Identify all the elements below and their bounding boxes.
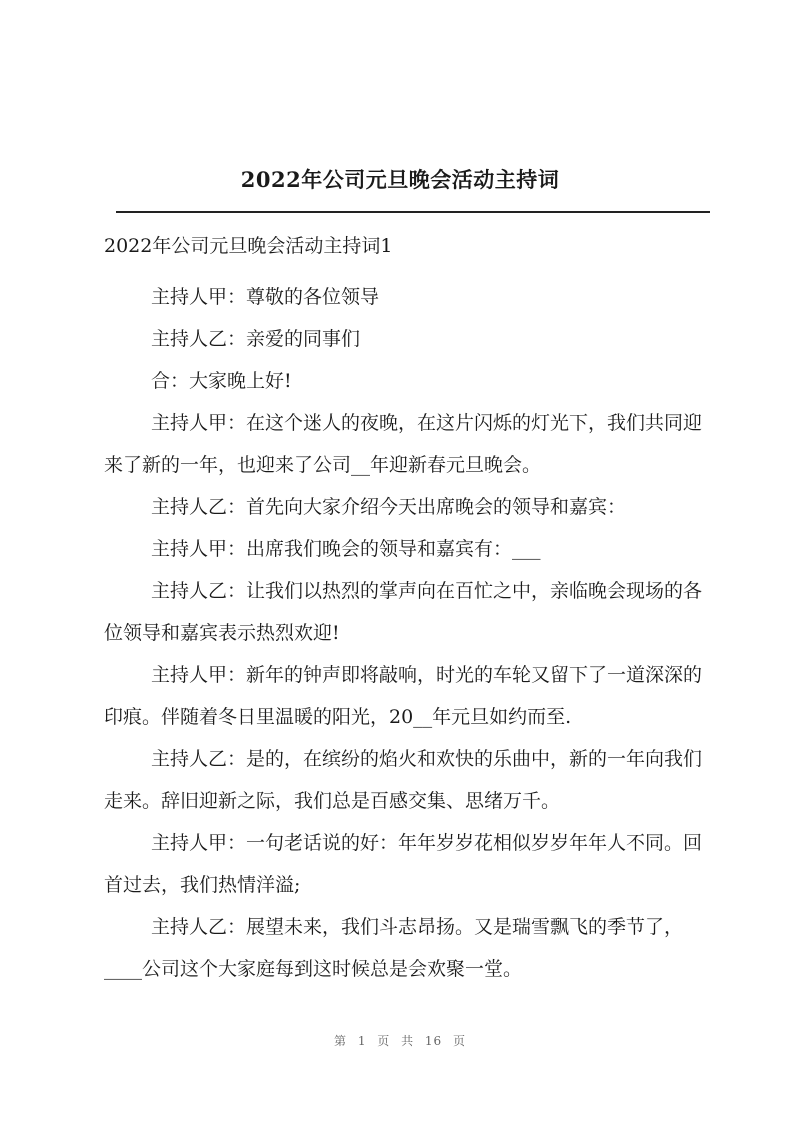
paragraph: 主持人甲：新年的钟声即将敲响，时光的车轮又留下了一道深深的印痕。伴随着冬日里温暖的阳光，20__年元旦如约而至. [104,664,703,728]
document-title: 2022年公司元旦晚会活动主持词 [240,167,560,192]
paragraph: 主持人甲：在这个迷人的夜晚，在这片闪烁的灯光下，我们共同迎来了新的一年，也迎来了公司__年迎新春元旦晚会。 [104,412,703,476]
paragraph: 主持人甲：尊敬的各位领导 [151,286,380,308]
paragraph: 主持人乙：首先向大家介绍今天出席晚会的领导和嘉宾： [151,496,627,518]
paragraph: 主持人乙：亲爱的同事们 [151,328,361,350]
document-body [104,276,714,990]
page-number-footer: 第 1 页 共 16 页 [334,1034,466,1048]
paragraph: 主持人乙：展望未来，我们斗志昂扬。又是瑞雪飘飞的季节了，____公司这个大家庭每到这时候总是会欢聚一堂。 [104,916,684,980]
paragraph: 合：大家晚上好! [151,370,292,392]
paragraph: 主持人甲：一句老话说的好：年年岁岁花相似岁岁年年人不同。回首过去，我们热情洋溢; [104,832,703,896]
title-divider [116,211,710,213]
paragraph: 主持人甲：出席我们晚会的领导和嘉宾有：___ [151,538,541,560]
paragraph: 主持人乙：让我们以热烈的掌声向在百忙之中，亲临晚会现场的各位领导和嘉宾表示热烈欢迎! [104,580,703,644]
section-heading: 2022年公司元旦晚会活动主持词1 [104,235,393,257]
paragraph: 主持人乙：是的，在缤纷的焰火和欢快的乐曲中，新的一年向我们走来。辞旧迎新之际，我们总是百感交集、思绪万千。 [104,748,703,812]
